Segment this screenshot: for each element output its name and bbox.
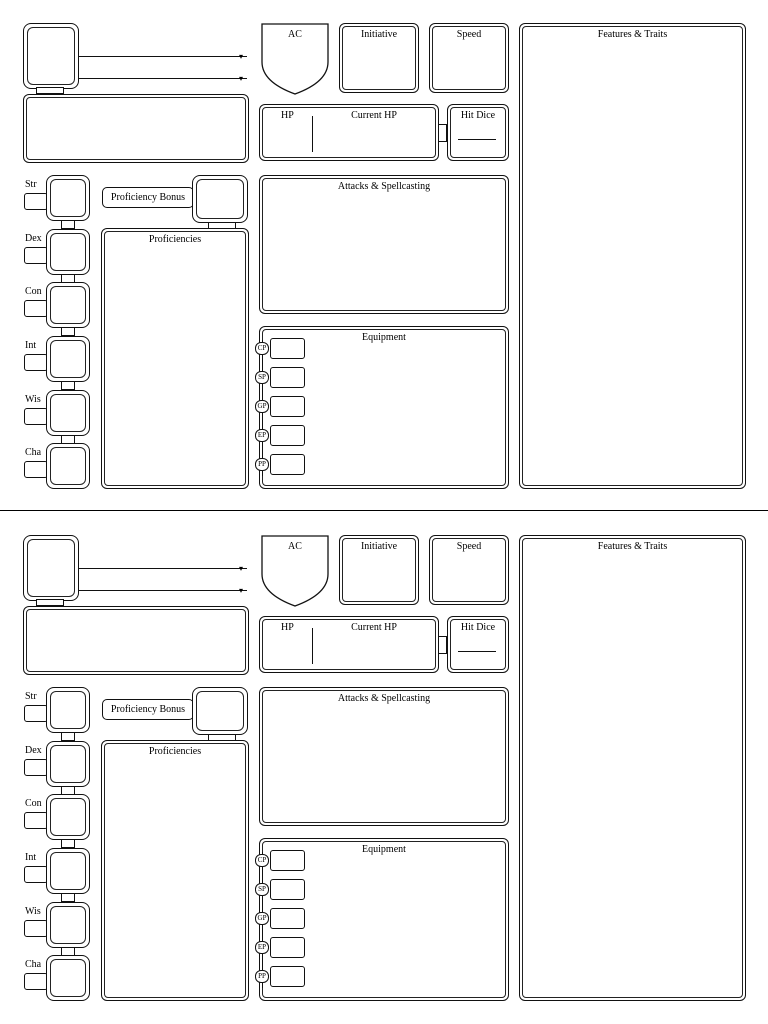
ability-connector (61, 732, 75, 741)
coin-field-cp[interactable] (270, 338, 305, 359)
hp-label: HP (281, 622, 294, 633)
coin-label-ep: EP (255, 429, 269, 442)
proficiency-bonus-box[interactable] (192, 175, 248, 223)
ability-modifier-int[interactable] (24, 354, 48, 371)
name-line (79, 568, 247, 569)
ability-label-str: Str (25, 691, 37, 702)
name-line-tick: ▾ (239, 564, 244, 573)
proficiency-bonus-box[interactable] (192, 687, 248, 735)
speed-label: Speed (456, 541, 482, 552)
coin-field-pp[interactable] (270, 966, 305, 987)
character-sheet (0, 512, 768, 1012)
level-connector (36, 87, 64, 94)
proficiency-bonus-label: Proficiency Bonus (110, 704, 186, 715)
ability-label-int: Int (25, 852, 37, 863)
coin-label-pp: PP (255, 970, 269, 983)
features-traits-box[interactable] (519, 535, 746, 1001)
coin-field-gp[interactable] (270, 396, 305, 417)
ability-modifier-str[interactable] (24, 705, 48, 722)
character-info-box[interactable] (23, 94, 249, 163)
coin-label-cp: CP (255, 342, 269, 355)
coin-field-ep[interactable] (270, 425, 305, 446)
ability-label-cha: Cha (25, 447, 42, 458)
speed-label: Speed (456, 29, 482, 40)
ability-label-int: Int (25, 340, 37, 351)
ability-modifier-wis[interactable] (24, 920, 48, 937)
hp-connector (438, 636, 447, 654)
ability-label-dex: Dex (25, 745, 42, 756)
ability-label-wis: Wis (25, 906, 41, 917)
ability-score-str[interactable] (46, 687, 90, 733)
coin-field-cp[interactable] (270, 850, 305, 871)
hit-dice-label: Hit Dice (460, 622, 496, 633)
hp-connector (438, 124, 447, 142)
ability-score-dex[interactable] (46, 741, 90, 787)
ability-modifier-str[interactable] (24, 193, 48, 210)
coin-field-pp[interactable] (270, 454, 305, 475)
ability-modifier-int[interactable] (24, 866, 48, 883)
ability-score-cha[interactable] (46, 443, 90, 489)
proficiencies-box[interactable] (101, 228, 249, 489)
ac-label: AC (288, 29, 302, 40)
ability-modifier-dex[interactable] (24, 759, 48, 776)
ability-score-str[interactable] (46, 175, 90, 221)
ability-connector (61, 893, 75, 902)
ability-label-cha: Cha (25, 959, 42, 970)
proficiencies-label: Proficiencies (148, 746, 202, 757)
attacks-spellcasting-box[interactable] (259, 687, 509, 826)
hp-divider (312, 628, 313, 664)
coin-label-cp: CP (255, 854, 269, 867)
coin-label-ep: EP (255, 941, 269, 954)
ability-score-con[interactable] (46, 794, 90, 840)
hp-divider (312, 116, 313, 152)
coin-label-sp: SP (255, 883, 269, 896)
initiative-label: Initiative (360, 541, 398, 552)
ability-connector (61, 381, 75, 390)
ability-modifier-con[interactable] (24, 300, 48, 317)
initiative-label: Initiative (360, 29, 398, 40)
features-traits-label: Features & Traits (597, 29, 668, 40)
ability-modifier-wis[interactable] (24, 408, 48, 425)
hit-dice-line (458, 139, 496, 140)
ability-connector (61, 327, 75, 336)
character-info-box[interactable] (23, 606, 249, 675)
coin-field-ep[interactable] (270, 937, 305, 958)
coin-label-sp: SP (255, 371, 269, 384)
ability-score-int[interactable] (46, 336, 90, 382)
page-divider (0, 510, 768, 511)
ability-modifier-dex[interactable] (24, 247, 48, 264)
equipment-label: Equipment (362, 844, 406, 855)
current-hp-label: Current HP (351, 110, 397, 121)
ability-modifier-con[interactable] (24, 812, 48, 829)
ability-modifier-cha[interactable] (24, 461, 48, 478)
features-traits-label: Features & Traits (597, 541, 668, 552)
coin-field-gp[interactable] (270, 908, 305, 929)
ability-score-dex[interactable] (46, 229, 90, 275)
attacks-spellcasting-box[interactable] (259, 175, 509, 314)
ability-label-dex: Dex (25, 233, 42, 244)
ability-connector (61, 220, 75, 229)
ability-score-cha[interactable] (46, 955, 90, 1001)
ability-label-con: Con (25, 798, 42, 809)
hp-label: HP (281, 110, 294, 121)
ability-connector (61, 839, 75, 848)
hit-dice-label: Hit Dice (460, 110, 496, 121)
ability-label-con: Con (25, 286, 42, 297)
coin-label-pp: PP (255, 458, 269, 471)
level-connector (36, 599, 64, 606)
ability-score-con[interactable] (46, 282, 90, 328)
level-box[interactable] (23, 23, 79, 89)
equipment-label: Equipment (362, 332, 406, 343)
coin-field-sp[interactable] (270, 879, 305, 900)
current-hp-label: Current HP (351, 622, 397, 633)
ability-score-wis[interactable] (46, 390, 90, 436)
coin-field-sp[interactable] (270, 367, 305, 388)
level-box[interactable] (23, 535, 79, 601)
proficiency-bonus-label: Proficiency Bonus (110, 192, 186, 203)
coin-label-gp: GP (255, 912, 269, 925)
features-traits-box[interactable] (519, 23, 746, 489)
class-line (79, 78, 247, 79)
ability-label-str: Str (25, 179, 37, 190)
name-line-tick: ▾ (239, 52, 244, 61)
attacks-spellcasting-label: Attacks & Spellcasting (337, 693, 431, 704)
attacks-spellcasting-label: Attacks & Spellcasting (337, 181, 431, 192)
character-sheet (0, 0, 768, 500)
ability-modifier-cha[interactable] (24, 973, 48, 990)
proficiencies-label: Proficiencies (148, 234, 202, 245)
hit-dice-line (458, 651, 496, 652)
ability-score-wis[interactable] (46, 902, 90, 948)
coin-label-gp: GP (255, 400, 269, 413)
name-line (79, 56, 247, 57)
ability-label-wis: Wis (25, 394, 41, 405)
ac-label: AC (288, 541, 302, 552)
class-line-tick: ▾ (239, 586, 244, 595)
class-line-tick: ▾ (239, 74, 244, 83)
ability-score-int[interactable] (46, 848, 90, 894)
proficiencies-box[interactable] (101, 740, 249, 1001)
class-line (79, 590, 247, 591)
